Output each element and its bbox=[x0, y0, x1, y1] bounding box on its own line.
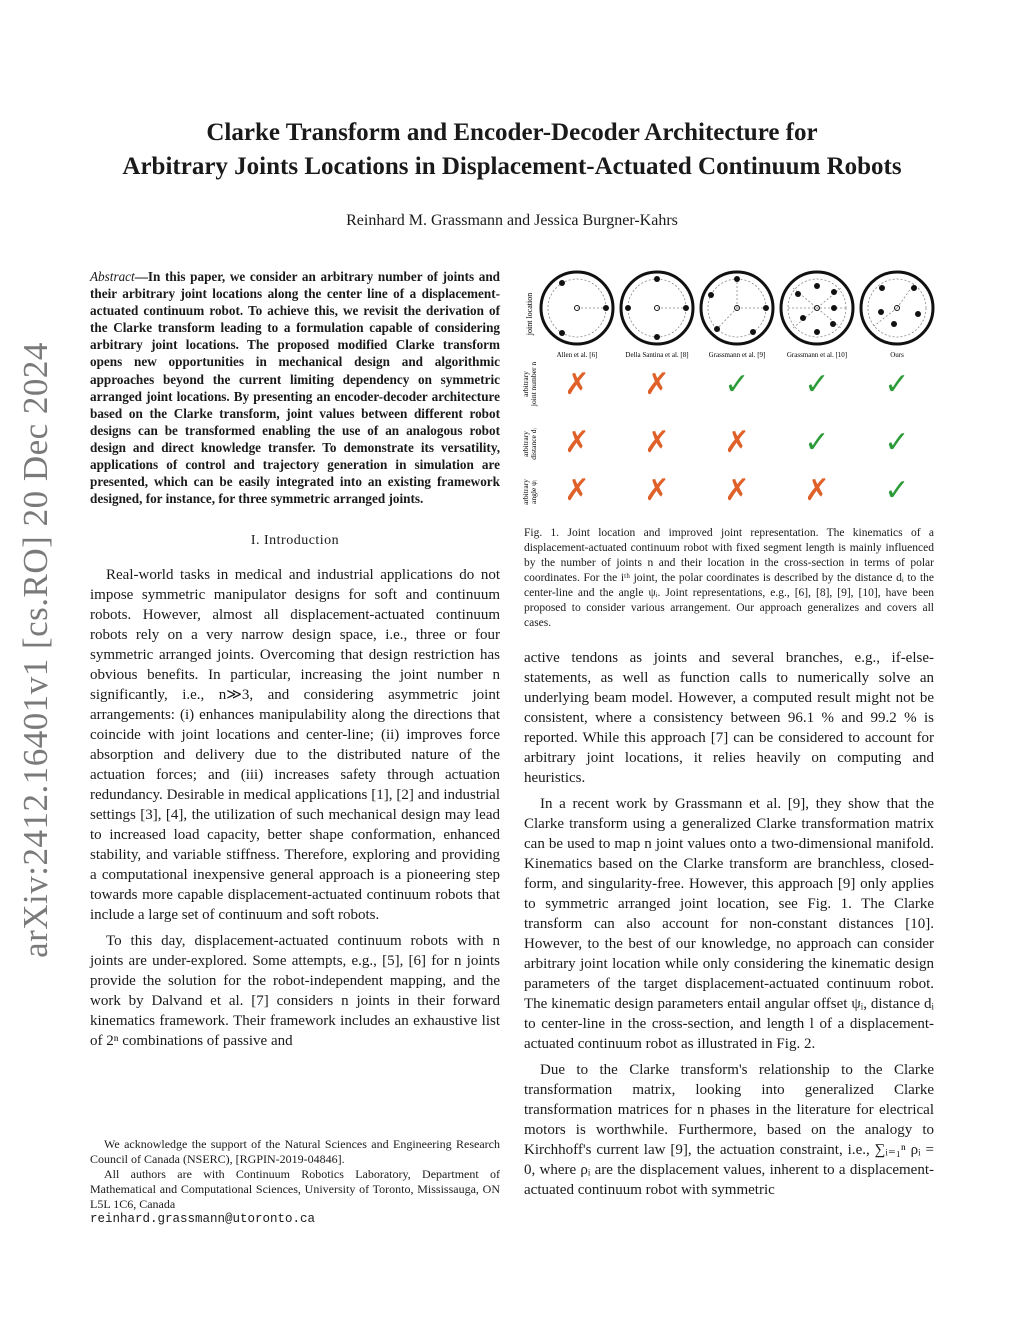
joint-diagram-allen bbox=[541, 272, 613, 344]
footnote-affiliation: All authors are with Continuum Robotics Laboratory, Department of Mathematical and Computational Sciences, University of Toronto, Mississauga, ON L5L 1C6, Canada bbox=[90, 1167, 500, 1211]
cross-mark-icon-r0-c1: ✗ bbox=[644, 368, 670, 401]
check-mark-icon-r1-c3: ✓ bbox=[804, 426, 830, 459]
cross-mark-icon-r1-c2: ✗ bbox=[724, 426, 750, 459]
right-paragraph-3: Due to the Clarke transform's relationship to the Clarke transformation matrix, looking into generalized Clarke transformation matrices for n phases in the literature for electrical motors is worthwhile. Furthermore, based on the analogy to Kirchhoff's current law [9], the actuation constraint, i.e., ∑ᵢ₌₁ⁿ ρᵢ = 0, where ρᵢ are the displacement values, inherent to a displacement-actuated continuum robot with symmetric bbox=[524, 1062, 934, 1198]
column-label-grassmann-10: Grassmann et al. [10] bbox=[786, 351, 848, 359]
row-label-distance bbox=[521, 428, 538, 460]
svg-text:arbitrary: arbitrary bbox=[521, 431, 530, 457]
figure-1 bbox=[522, 266, 936, 516]
cross-mark-icon-r2-c3: ✗ bbox=[804, 474, 830, 507]
right-column bbox=[524, 648, 934, 1206]
joint-diagram-grassmann-9 bbox=[701, 272, 773, 344]
check-mark-icon-r0-c2: ✓ bbox=[724, 368, 750, 401]
cross-mark-icon-r1-c1: ✗ bbox=[644, 426, 670, 459]
joint-diagram-della-santina bbox=[621, 272, 693, 344]
figure-1-graphic bbox=[522, 266, 936, 516]
arxiv-side-stamp bbox=[6, 342, 66, 958]
svg-text:arbitrary: arbitrary bbox=[521, 371, 530, 397]
column-label-grassmann-9: Grassmann et al. [9] bbox=[708, 351, 766, 359]
check-mark-icon-r0-c4: ✓ bbox=[884, 368, 910, 401]
check-mark-icon-r1-c4: ✓ bbox=[884, 426, 910, 459]
right-paragraph-1: active tendons as joints and several branches, e.g., if-else-statements, as well as function calls to numerically solve an underlying beam model. However, a computed result might not be consistent, where a consistency between 96.1 % and 99.2 % is reported. While this approach [7] can be considered to account for arbitrary joint locations, it relies heavily on computing and heuristics. bbox=[524, 650, 934, 786]
row-label-joint-location: joint location bbox=[525, 292, 534, 336]
cross-mark-icon-r2-c2: ✗ bbox=[724, 474, 750, 507]
abstract-text: —In this paper, we consider an arbitrary number of joints and their arbitrary joint locations along the center line of a displacement-actuated continuum robot. To achieve this, we revisit the derivation of the Clarke transform leading to a formulation capable of considering arbitrary joint locations. The proposed modified Clarke transform opens new opportunities in mechanical design and algorithmic approaches beyond the current limiting dependency on symmetric arranged joint locations. By presenting an encoder-decoder architecture based on the Clarke transform, joint values between different robot designs can be transformed enabling the use of an analogous robot design and direct knowledge transfer. To demonstrate its versatility, applications of control and trajectory generation in simulation are presented, which can be easily integrated into an existing framework designed, for instance, for three symmetric arranged joints. bbox=[90, 269, 500, 507]
check-mark-icon-r0-c3: ✓ bbox=[804, 368, 830, 401]
abstract bbox=[90, 268, 500, 507]
left-column bbox=[90, 268, 500, 1057]
row-label-angle bbox=[521, 479, 538, 505]
paper-title bbox=[60, 116, 964, 184]
svg-text:angle ψᵢ: angle ψᵢ bbox=[529, 479, 538, 505]
row-label-joint-number bbox=[521, 362, 538, 407]
right-paragraph-2: In a recent work by Grassmann et al. [9], they show that the Clarke transform using a generalized Clarke transformation matrix can be used to map n joint values onto a two-dimensional manifold. Kinematics based on the Clarke transform are branchless, closed-form, and singularity-free. However, this approach [9] only applies to symmetric arranged joint location, see Fig. 1. The Clarke transform can also account for non-constant distances [10]. However, to the best of our knowledge, no approach can consider arbitrary joint location while only considering the kinematic design parameters of the target displacement-actuated continuum robot. The kinematic design parameters entail angular offset ψᵢ, distance dᵢ to center-line in the cross-section, and length l of a displacement-actuated continuum robot as illustrated in Fig. 2. bbox=[524, 796, 934, 1052]
footnote-email: reinhard.grassmann@utoronto.ca bbox=[90, 1212, 316, 1226]
joint-diagram-ours bbox=[861, 272, 933, 344]
intro-paragraph-1: Real-world tasks in medical and industrial applications do not impose symmetric manipulator designs for soft and continuum robots. However, almost all displacement-actuated continuum robots rely on a very narrow design space, i.e., three or four symmetric arranged joints. Overcoming that design restriction has obvious benefits. In particular, increasing the joint number n significantly, i.e., n≫3, and considering asymmetric joint arrangements: (i) enhances manipulability along the directions that coincide with joint locations and center-line; (ii) improves force absorption and delivery due to the distributed nature of the actuation forces; and (iii) increases safety through actuation redundancy. Desirable in medical applications [1], [2] and industrial settings [3], [4], the utilization of such mechanical design may lead to increased load capacity, better shape conformation, enhanced stability, and variable stiffness. Therefore, exploring and providing a computational inexpensive general approach is a pioneering step towards more capable displacement-actuated continuum robots that include a large set of continuum and soft robots. bbox=[90, 567, 500, 924]
intro-paragraph-2: To this day, displacement-actuated continuum robots with n joints are under-explored. Some attempts, e.g., [5], [6] for n joints provide the solution for the robot-independent mapping, and the work by Dalvand et al. [7] considers n joints in their forward kinematics framework. Their framework includes an exhaustive list of 2ⁿ combinations of passive and bbox=[90, 933, 500, 1050]
cross-mark-icon-r0-c0: ✗ bbox=[564, 368, 590, 401]
svg-text:joint number n: joint number n bbox=[529, 361, 538, 407]
footnote bbox=[90, 1137, 500, 1227]
svg-text:arbitrary: arbitrary bbox=[521, 479, 530, 505]
cross-mark-icon-r2-c1: ✗ bbox=[644, 474, 670, 507]
title-line-1: Clarke Transform and Encoder-Decoder Architecture for bbox=[206, 119, 818, 146]
author-list: Reinhard M. Grassmann and Jessica Burgner-Kahrs bbox=[346, 212, 678, 229]
comparison-marks bbox=[564, 368, 909, 507]
figure-caption: Fig. 1. Joint location and improved joint representation. The kinematics of a displacement-actuated continuum robot with fixed segment length is mainly influenced by the number of joints n and their location in the cross-section in terms of polar coordinates. For the iᵗʰ joint, the polar coordinates is described by the distance dᵢ to the center-line and the angle ψᵢ. Joint representations, e.g., [6], [8], [9], [10], have been proposed to consider various arrangement. Our approach generalizes and covers all cases. bbox=[524, 527, 934, 629]
check-mark-icon-r2-c4: ✓ bbox=[884, 474, 910, 507]
cross-mark-icon-r1-c0: ✗ bbox=[564, 426, 590, 459]
joint-diagram-grassmann-10 bbox=[781, 272, 853, 344]
footnote-acknowledgement: We acknowledge the support of the Natural Sciences and Engineering Research Council of Canada (NSERC), [RGPIN-2019-04846]. bbox=[90, 1137, 500, 1166]
svg-text:distance dᵢ: distance dᵢ bbox=[529, 428, 538, 460]
column-label-ours: Ours bbox=[890, 351, 904, 359]
cross-mark-icon-r2-c0: ✗ bbox=[564, 474, 590, 507]
column-label-della-santina: Della Santina et al. [8] bbox=[625, 351, 689, 359]
arxiv-id-text: arXiv:2412.16401v1 [cs.RO] 20 Dec 2024 bbox=[16, 342, 55, 958]
abstract-label: Abstract bbox=[90, 269, 135, 284]
title-line-2: Arbitrary Joints Locations in Displacement-Actuated Continuum Robots bbox=[122, 153, 902, 180]
section-heading: I. Introduction bbox=[250, 533, 340, 549]
column-label-allen: Allen et al. [6] bbox=[556, 351, 598, 359]
